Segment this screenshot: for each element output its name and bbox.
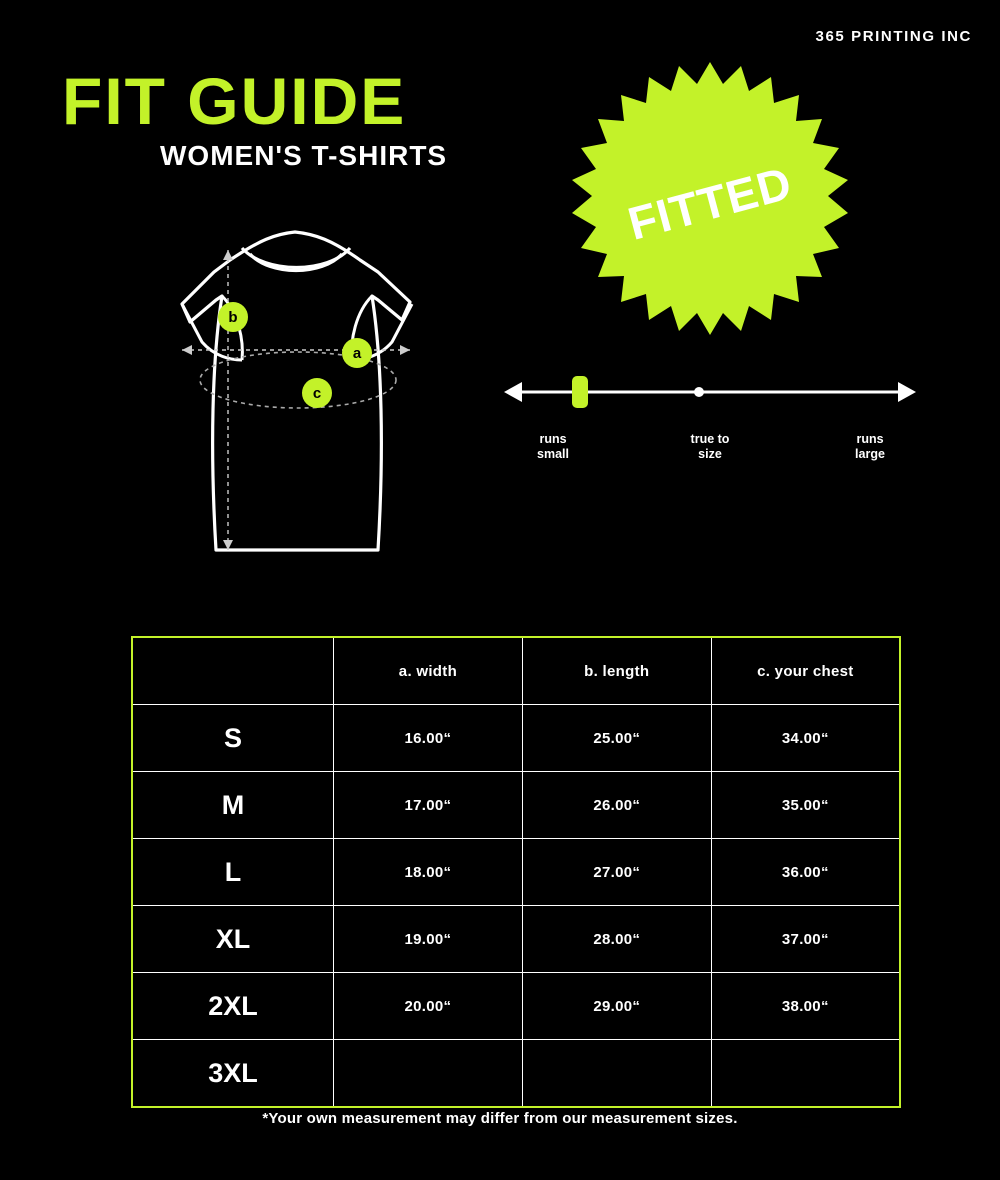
cell-width: 20.00“ xyxy=(334,973,523,1040)
cell-length: 27.00“ xyxy=(522,839,711,906)
table-row xyxy=(132,772,900,839)
tshirt-diagram xyxy=(110,220,490,590)
header-size xyxy=(132,637,334,705)
cell-size: XL xyxy=(132,906,334,973)
fit-scale xyxy=(500,360,920,480)
header-width: a. width xyxy=(334,637,523,705)
scale-label-runs-large xyxy=(830,432,910,462)
cell-width: 16.00“ xyxy=(334,705,523,772)
cell-length: 29.00“ xyxy=(522,973,711,1040)
cell-size: 2XL xyxy=(132,973,334,1040)
cell-length xyxy=(522,1040,711,1108)
header-chest: c. your chest xyxy=(711,637,900,705)
table-row xyxy=(132,906,900,973)
size-table-container xyxy=(131,636,901,1108)
cell-width: 17.00“ xyxy=(334,772,523,839)
cell-chest: 34.00“ xyxy=(711,705,900,772)
header-length: b. length xyxy=(522,637,711,705)
brand-name: 365 PRINTING INC xyxy=(815,28,972,45)
tshirt-outline-icon xyxy=(110,220,490,590)
cell-width: 18.00“ xyxy=(334,839,523,906)
fitted-label: FITTED xyxy=(622,156,798,250)
cell-width: 19.00“ xyxy=(334,906,523,973)
page-subtitle: WOMEN'S T-SHIRTS xyxy=(160,140,448,171)
cell-chest: 37.00“ xyxy=(711,906,900,973)
table-header-row xyxy=(132,637,900,705)
cell-size: M xyxy=(132,772,334,839)
true-to-size-line2: size xyxy=(698,447,722,461)
fit-scale-axis-icon xyxy=(500,360,920,430)
measure-badge-b: b xyxy=(218,302,248,332)
table-row xyxy=(132,1040,900,1108)
measure-badge-c: c xyxy=(302,378,332,408)
runs-small-line2: small xyxy=(537,447,569,461)
cell-width xyxy=(334,1040,523,1108)
cell-size: L xyxy=(132,839,334,906)
runs-large-line2: large xyxy=(855,447,885,461)
cell-chest: 36.00“ xyxy=(711,839,900,906)
footnote: *Your own measurement may differ from our measurement sizes. xyxy=(262,1110,738,1127)
runs-small-line1: runs xyxy=(539,432,567,446)
true-to-size-line1: true to xyxy=(690,432,730,446)
page-title: FIT GUIDE xyxy=(62,64,407,138)
scale-label-true-to-size xyxy=(660,432,760,462)
table-row xyxy=(132,705,900,772)
cell-length: 25.00“ xyxy=(522,705,711,772)
cell-chest: 38.00“ xyxy=(711,973,900,1040)
scale-label-runs-small xyxy=(508,432,598,462)
cell-length: 28.00“ xyxy=(522,906,711,973)
cell-chest: 35.00“ xyxy=(711,772,900,839)
table-row xyxy=(132,839,900,906)
cell-size: S xyxy=(132,705,334,772)
cell-chest xyxy=(711,1040,900,1108)
cell-size: 3XL xyxy=(132,1040,334,1108)
size-table xyxy=(131,636,901,1108)
measure-badge-a: a xyxy=(342,338,372,368)
table-row xyxy=(132,973,900,1040)
runs-large-line1: runs xyxy=(856,432,884,446)
cell-length: 26.00“ xyxy=(522,772,711,839)
